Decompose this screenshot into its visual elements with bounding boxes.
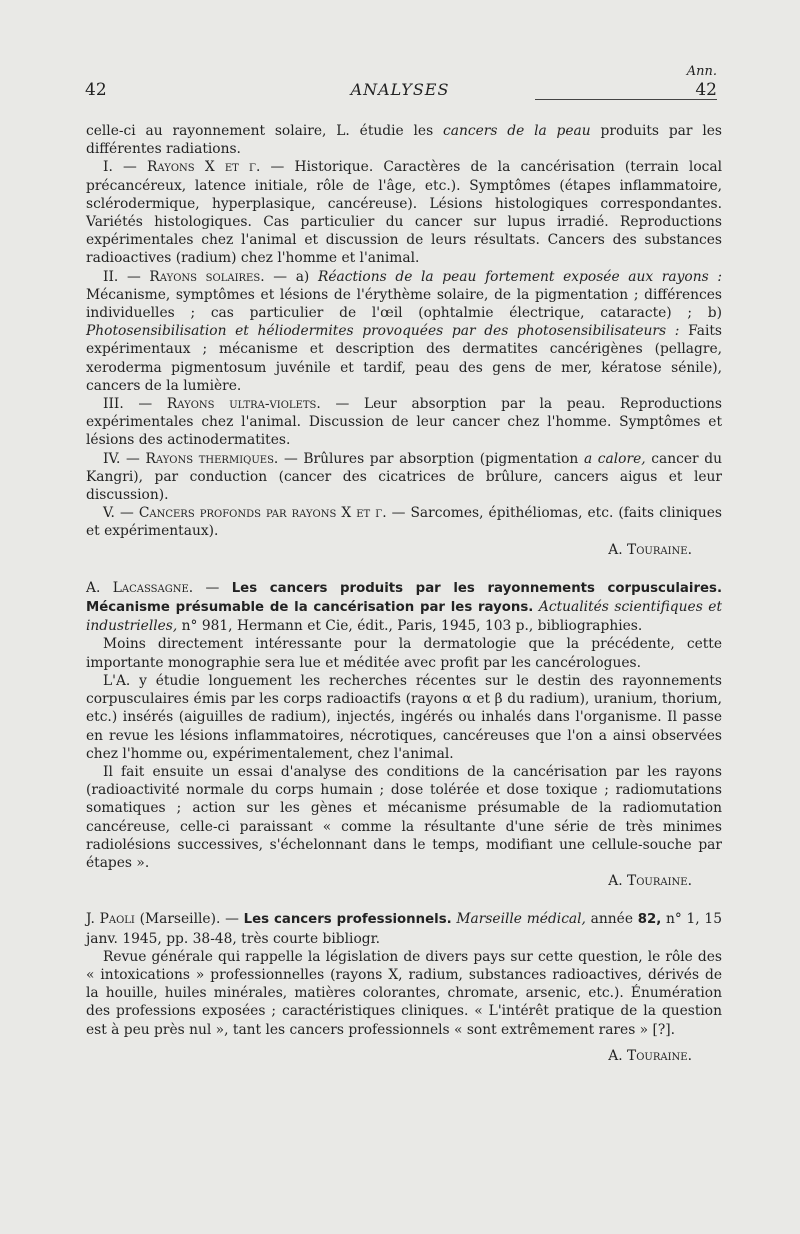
article3-paragraph-1: Revue générale qui rappelle la législation de divers pays sur cette question, le rôle des « intoxications » professionnelles (rayons X, radium, substances radioactives, dérivés de la houille, huiles minérales, matières colorantes, chromate, arsenic, etc.). Énumération des professions exposées ; caractéristiques cliniques. « L'intérêt pratique de la question est à peu près nul », tant les cancers professionnels « sont extrêmement rares » [?]. [86, 948, 722, 1038]
section-3-heading: Rayons ultra-violets. [166, 396, 321, 413]
section-2: II. — Rayons solaires. — a) Réactions de la peau fortement exposée aux rayons : Mécanisme, symptômes et lésions de l'érythème solaire, de la pigmentation ; différences individuelles ; cas particulier de l'œil (ophtalmie électrique, cataracte) ; b) Photosensibilisation et héliodermites provoquées par des photosensibilisateurs : Faits expérimentaux ; mécanisme et description des dermatites cancérigènes (pellagre, xeroderma pigmentosum juvénile et tardif, peau des gens de mer, kératose sénile), cancers de la lumière. [86, 268, 723, 394]
section-1-heading: Rayons X et γ. [147, 159, 261, 176]
article3-citation: J. Paoli (Marseille). — Les cancers professionnels. Marseille médical, année 82, n° 1, 15 janv. 1945, pp. 38-48, très courte bibliogr. [86, 911, 722, 947]
running-title: ANALYSES [350, 80, 450, 99]
section-2-heading: Rayons solaires. [149, 268, 265, 285]
section-3: III. — Rayons ultra-violets. — Leur absorption par la peau. Reproductions expérimentales chez l'animal. Discussion de leur cancer chez l'homme. Symptômes et lésions des actinodermatites. [86, 396, 722, 449]
article1-intro: celle-ci au rayonnement solaire, L. étudie les cancers de la peau produits par les différentes radiations. [86, 123, 722, 158]
article2-citation: A. Lacassagne. — Les cancers produits par les rayonnements corpusculaires. Mécanisme présumable de la cancérisation par les rayons. Actualités scientifiques et industrielles, n° 981, Hermann et Cie, édit., Paris, 1945, 103 p., bibliographies. [86, 579, 722, 635]
article3-signature: A. Touraine. [608, 1047, 692, 1064]
article2-paragraph-1: Moins directement intéressante pour la dermatologie que la précédente, cette importante monographie sera lue et méditée avec profit par les cancérologues. [86, 636, 722, 671]
article2-paragraph-2: L'A. y étudie longuement les recherches récentes sur le destin des rayonnements corpusculaires émis par les corps radioactifs (rayons α et β du radium), uranium, thorium, etc.) insérés (aiguilles de radium), injectés, ingérés ou inhalés dans l'organisme. Il passe en revue les lésions inflammatoires, nécrotiques, cancéreuses que l'on a ainsi observées chez l'homme ou, expérimentalement, chez l'animal. [86, 672, 722, 762]
page-number-right: 42 [695, 80, 717, 100]
separator [86, 559, 722, 579]
article3-journal: Marseille médical, [451, 911, 586, 928]
section-4: IV. — Rayons thermiques. — Brûlures par absorption (pigmentation a calore, cancer du Kangri), par conduction (cancer des cicatrices de brûlure, cancers aigus et leur discussion). [86, 450, 722, 504]
page-body [86, 122, 722, 1065]
article3-author: J. Paoli [86, 911, 135, 928]
section-5: V. — Cancers profonds par rayons X et γ. — Sarcomes, épithéliomas, etc. (faits cliniques et expérimentaux). [86, 505, 722, 540]
article2-title: Les cancers produits par les rayonnements corpusculaires. Mécanisme présumable de la cancérisation par les rayons. [86, 580, 722, 616]
article2-paragraph-3: Il fait ensuite un essai d'analyse des conditions de la cancérisation par les rayons (radioactivité normale du corps humain ; dose tolérée et dose toxique ; radiomutations somatiques ; action sur les gènes et mécanisme présumable de la radiomutation cancéreuse, celle-ci paraissant « comme la résultante d'une série de très minimes radiolésions successives, s'échelonnant dans le temps, modifiant une cellule-souche par étapes ». [86, 763, 722, 871]
article3-title: Les cancers professionnels. [243, 912, 452, 928]
journal-abbrev: Ann. [686, 64, 717, 79]
article2-journal: Actualités scientifiques et industrielles, [86, 599, 722, 635]
section-1: I. — Rayons X et γ. — Historique. Caractères de la cancérisation (terrain local précancéreux, latence initiale, rôle de l'âge, etc.). Symptômes (étapes inflammatoire, sclérodermique, hyperplasique, cancéreuse). Lésions histologiques correspondantes. Variétés histologiques. Cas particulier du cancer sur lupus irradié. Reproductions expérimentales chez l'animal et discussion de leurs résultats. Cancers des substances radioactives (radium) chez l'homme et l'animal. [86, 159, 722, 267]
separator [86, 890, 722, 910]
article2-signature: A. Touraine. [608, 873, 692, 890]
section-5-heading: Cancers profonds par rayons X et γ. [138, 505, 387, 522]
section-4-heading: Rayons thermiques. [145, 450, 279, 467]
page-number-left: 42 [85, 80, 107, 100]
article2-author: A. Lacassagne. [86, 579, 194, 596]
article1-signature: A. Touraine. [608, 541, 692, 558]
header-rule [535, 99, 717, 100]
